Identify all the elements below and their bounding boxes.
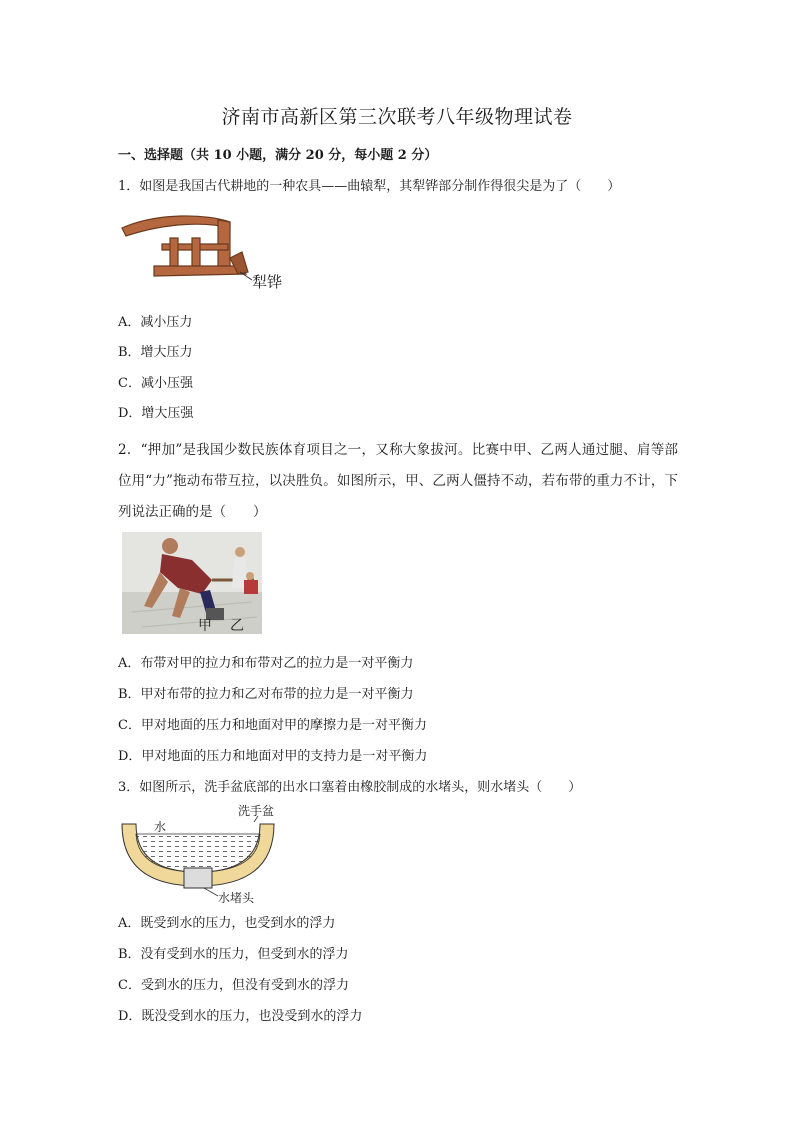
tug-of-war-figure <box>122 532 262 634</box>
option-2d[interactable]: D．甲对地面的压力和地面对甲的支持力是一对平衡力 <box>118 749 428 764</box>
plug-label: 水堵头 <box>218 891 255 904</box>
wash-basin-figure <box>118 804 278 904</box>
question-1-stem: 1．如图是我国古代耕地的一种农具——曲辕犁，其犁铧部分制作得很尖是为了（ ） <box>118 179 621 194</box>
option-3b[interactable]: B．没有受到水的压力，但受到水的浮力 <box>118 947 349 962</box>
option-1c[interactable]: C．减小压强 <box>118 376 193 391</box>
person-yi-label: 乙 <box>230 618 244 634</box>
option-1b[interactable]: B．增大压力 <box>118 345 193 360</box>
option-3c[interactable]: C．受到水的压力，但没有受到水的浮力 <box>118 978 349 993</box>
option-2c[interactable]: C．甲对地面的压力和地面对甲的摩擦力是一对平衡力 <box>118 718 427 733</box>
water-label: 水 <box>154 820 167 834</box>
question-2-stem: 2．“押加”是我国少数民族体育项目之一，又称大象拔河。比赛中甲、乙两人通过腿、肩等部位用“力”拖动布带互拉，以决胜负。如图所示，甲、乙两人僵持不动，若布带的重力不计，下列说法正确的是（ ） <box>118 442 678 520</box>
plough-share-label: 犁铧 <box>252 273 283 290</box>
option-2b[interactable]: B．甲对布带的拉力和乙对布带的拉力是一对平衡力 <box>118 687 414 702</box>
basin-label: 洗手盆 <box>238 804 275 818</box>
option-1d[interactable]: D．增大压强 <box>118 406 194 421</box>
option-1a[interactable]: A．减小压力 <box>118 315 193 330</box>
plough-figure <box>118 208 298 290</box>
option-2a[interactable]: A．布带对甲的拉力和布带对乙的拉力是一对平衡力 <box>118 656 414 671</box>
person-jia-label: 甲 <box>198 618 212 634</box>
question-3-stem: 3．如图所示，洗手盆底部的出水口塞着由橡胶制成的水堵头，则水堵头（ ） <box>118 780 582 795</box>
page-title: 济南市高新区第三次联考八年级物理试卷 <box>221 106 573 128</box>
option-3a[interactable]: A．既受到水的压力，也受到水的浮力 <box>118 916 336 931</box>
section-heading: 一、选择题（共 10 小题，满分 20 分，每小题 2 分） <box>118 148 438 163</box>
option-3d[interactable]: D．既没受到水的压力，也没受到水的浮力 <box>118 1009 363 1024</box>
